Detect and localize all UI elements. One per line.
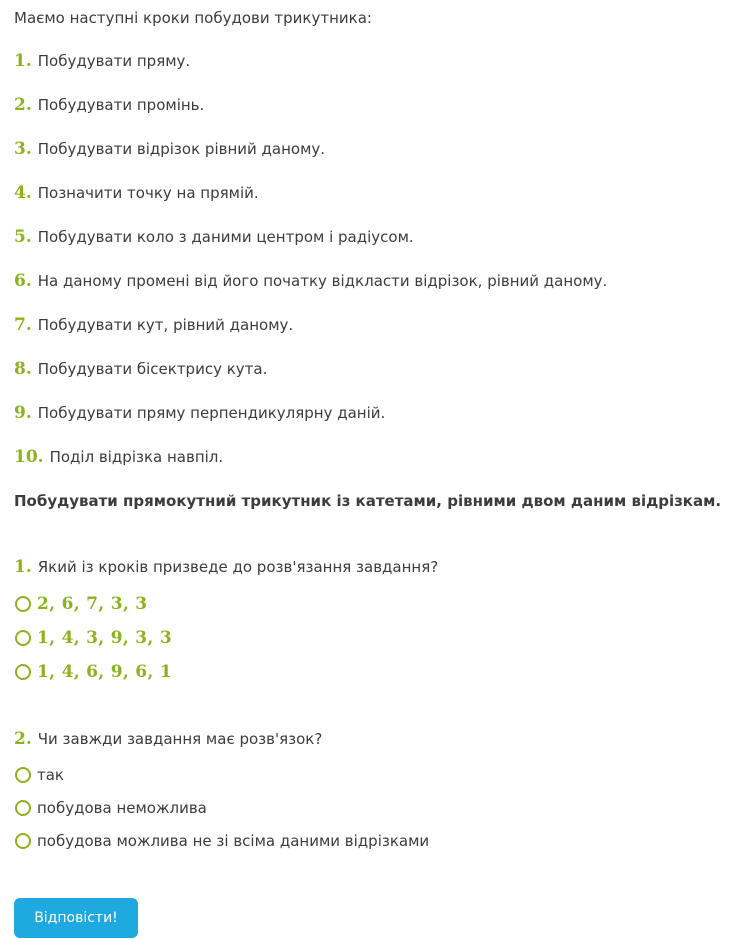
step-text: Побудувати пряму. [37, 52, 191, 70]
radio-button[interactable] [15, 630, 31, 646]
step-text: Побудувати коло з даними центром і радіусом. [37, 228, 414, 246]
option-label: 1, 4, 3, 9, 3, 3 [37, 628, 172, 648]
step-text: Поділ відрізка навпіл. [49, 448, 224, 466]
question-number: 1. [14, 557, 32, 577]
step-item [14, 138, 607, 182]
question-2-options [14, 758, 429, 857]
intro-text: Маємо наступні кроки побудови трикутника: [14, 9, 372, 27]
question-text: Чи завжди завдання має розв'язок? [37, 730, 323, 748]
question-number: 2. [14, 729, 32, 749]
step-number: 1. [14, 51, 32, 71]
step-number: 6. [14, 271, 32, 291]
step-text: Побудувати промінь. [37, 96, 205, 114]
step-text: Побудувати кут, рівний даному. [37, 316, 294, 334]
step-item [14, 182, 607, 226]
step-number: 2. [14, 95, 32, 115]
step-item [14, 358, 607, 402]
step-text: На даному промені від його початку відкласти відрізок, рівний даному. [37, 272, 608, 290]
answer-option[interactable] [14, 824, 429, 857]
step-text: Побудувати відрізок рівний даному. [37, 140, 326, 158]
step-item [14, 226, 607, 270]
option-label: побудова неможлива [37, 798, 207, 817]
question-1-options [14, 587, 172, 689]
answer-option[interactable] [14, 621, 172, 655]
option-label: 1, 4, 6, 9, 6, 1 [37, 662, 172, 682]
answer-option[interactable] [14, 587, 172, 621]
option-label: так [37, 765, 64, 784]
step-item [14, 314, 607, 358]
step-text: Побудувати бісектрису кута. [37, 360, 268, 378]
step-number: 9. [14, 403, 32, 423]
radio-button[interactable] [15, 596, 31, 612]
step-text: Позначити точку на прямій. [37, 184, 259, 202]
radio-button[interactable] [15, 664, 31, 680]
option-label: 2, 6, 7, 3, 3 [37, 594, 148, 614]
question-1 [14, 556, 438, 578]
step-number: 10. [14, 447, 44, 467]
option-label: побудова можлива не зі всіма даними відрізками [37, 831, 430, 850]
step-item [14, 270, 607, 314]
steps-list [14, 50, 607, 490]
step-item [14, 402, 607, 446]
step-text: Побудувати пряму перпендикулярну даній. [37, 404, 386, 422]
step-number: 8. [14, 359, 32, 379]
step-number: 4. [14, 183, 32, 203]
step-item [14, 94, 607, 138]
question-text: Який із кроків призведе до розв'язання завдання? [37, 558, 439, 576]
step-item [14, 446, 607, 490]
answer-option[interactable] [14, 758, 429, 791]
radio-button[interactable] [15, 767, 31, 783]
step-number: 7. [14, 315, 32, 335]
answer-option[interactable] [14, 655, 172, 689]
task-statement: Побудувати прямокутний трикутник із катетами, рівними двом даним відрізкам. [14, 492, 722, 510]
submit-button[interactable]: Відповісти! [14, 898, 138, 938]
step-item [14, 50, 607, 94]
radio-button[interactable] [15, 833, 31, 849]
radio-button[interactable] [15, 800, 31, 816]
question-2 [14, 728, 322, 750]
answer-option[interactable] [14, 791, 429, 824]
step-number: 5. [14, 227, 32, 247]
step-number: 3. [14, 139, 32, 159]
